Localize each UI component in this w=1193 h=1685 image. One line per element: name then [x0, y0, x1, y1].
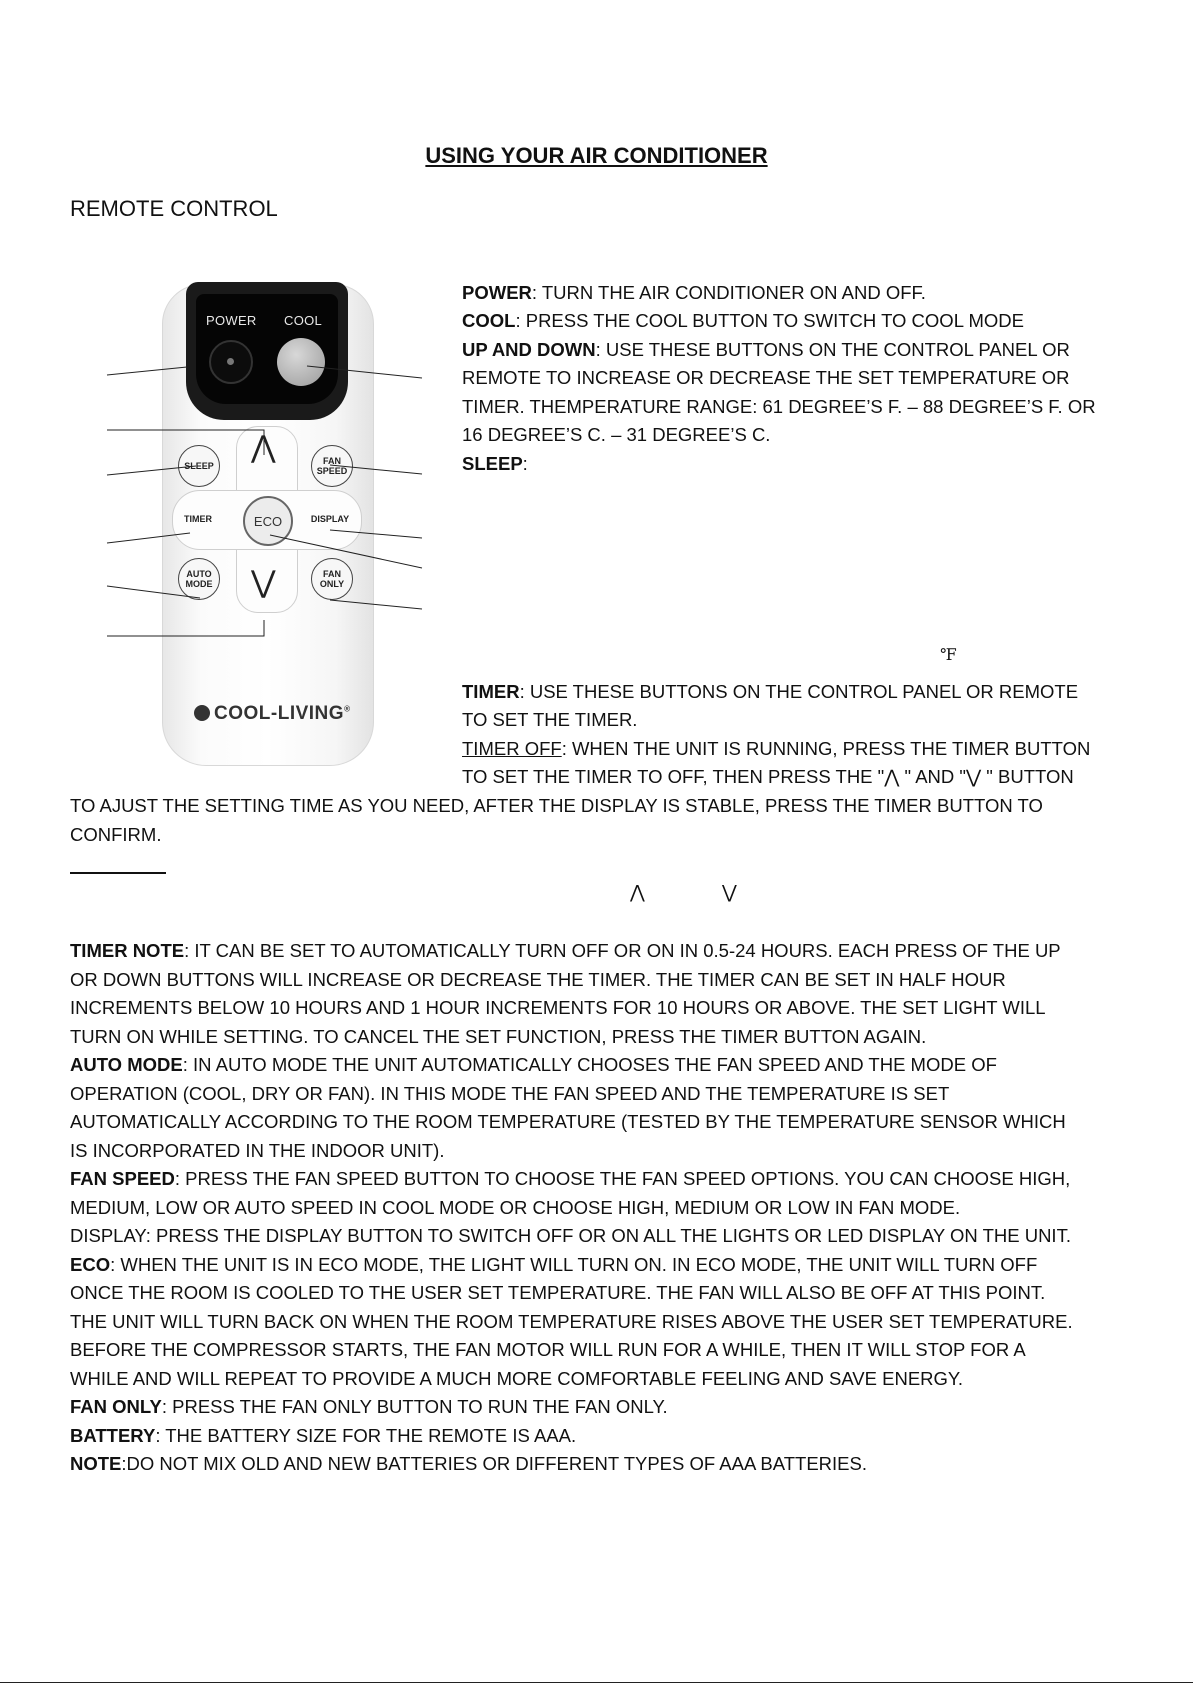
callout-line-sleep — [107, 466, 196, 475]
stray-down-symbol: ⋁ — [722, 882, 737, 903]
auto-mode-text-3: AUTOMATICALLY ACCORDING TO THE ROOM TEMPERATURE (TESTED BY THE TEMPERATURE SENSOR WHICH — [70, 1111, 1066, 1132]
timer-button[interactable]: TIMER — [184, 514, 212, 524]
cool-term: COOL — [462, 310, 516, 331]
fan-only-description — [70, 1393, 668, 1422]
cool-description — [462, 307, 1024, 336]
eco-text-4: BEFORE THE COMPRESSOR STARTS, THE FAN MOTOR WILL RUN FOR A WHILE, THEN IT WILL STOP FOR A — [70, 1339, 1026, 1360]
brand-name: COOL-LIVING — [214, 703, 345, 724]
timer-off-text-4: CONFIRM. — [70, 824, 162, 845]
sleep-button[interactable]: SLEEP — [178, 445, 220, 487]
callout-line-up — [107, 430, 264, 455]
updown-term: UP AND DOWN — [462, 339, 596, 360]
timer-off-description — [462, 735, 1090, 764]
timer-note-text-3: INCREMENTS BELOW 10 HOURS AND 1 HOUR INCREMENTS FOR 10 HOURS OR ABOVE. THE SET LIGHT WILL — [70, 997, 1046, 1018]
updown-text-3: TIMER. THEMPERATURE RANGE: 61 DEGREE’S F. – 88 DEGREE’S F. OR — [462, 396, 1096, 417]
eco-text-2: ONCE THE ROOM IS COOLED TO THE USER SET TEMPERATURE. THE FAN WILL ALSO BE OFF AT THIS POINT. — [70, 1282, 1046, 1303]
eco-text-5: WHILE AND WILL REPEAT TO PROVIDE A MUCH MORE COMFORTABLE FEELING AND SAVE ENERGY. — [70, 1368, 964, 1389]
updown-text-1: : USE THESE BUTTONS ON THE CONTROL PANEL OR — [595, 339, 1070, 360]
callout-line-auto-mode — [107, 586, 200, 598]
note-term: NOTE — [70, 1453, 122, 1474]
display-button[interactable]: DISPLAY — [310, 514, 350, 524]
fan-only-text: : PRESS THE FAN ONLY BUTTON TO RUN THE FAN ONLY. — [161, 1396, 668, 1417]
fan-speed-term: FAN SPEED — [70, 1168, 175, 1189]
updown-text-2: REMOTE TO INCREASE OR DECREASE THE SET TEMPERATURE OR — [462, 367, 1070, 388]
battery-term: BATTERY — [70, 1425, 156, 1446]
stray-up-symbol: ⋀ — [630, 882, 645, 903]
callout-line-fan-only — [330, 600, 422, 609]
timer-text-2: TO SET THE TIMER. — [462, 709, 638, 730]
timer-off-text-1: : WHEN THE UNIT IS RUNNING, PRESS THE TIMER BUTTON — [561, 738, 1091, 759]
sleep-term: SLEEP — [462, 453, 523, 474]
auto-mode-text-2: OPERATION (COOL, DRY OR FAN). IN THIS MODE THE FAN SPEED AND THE TEMPERATURE IS SET — [70, 1083, 950, 1104]
section-heading: REMOTE CONTROL — [70, 196, 278, 221]
timer-off-text-3: TO AJUST THE SETTING TIME AS YOU NEED, AFTER THE DISPLAY IS STABLE, PRESS THE TIMER BUTTON TO — [70, 795, 1043, 816]
power-label: POWER — [206, 313, 257, 328]
sleep-text: : — [522, 453, 528, 474]
eco-description — [70, 1251, 1037, 1280]
note-description — [70, 1450, 867, 1479]
updown-text-4: 16 DEGREE’S C. – 31 DEGREE’S C. — [462, 424, 771, 445]
auto-mode-description — [70, 1051, 997, 1080]
timer-term: TIMER — [462, 681, 520, 702]
auto-mode-text-1: : IN AUTO MODE THE UNIT AUTOMATICALLY CHOOSES THE FAN SPEED AND THE MODE OF — [182, 1054, 997, 1075]
timer-note-text-4: TURN ON WHILE SETTING. TO CANCEL THE SET FUNCTION, PRESS THE TIMER BUTTON AGAIN. — [70, 1026, 927, 1047]
fan-speed-description — [70, 1165, 1070, 1194]
eco-text-3: THE UNIT WILL TURN BACK ON WHEN THE ROOM TEMPERATURE RISES ABOVE THE USER SET TEMPERATURE. — [70, 1311, 1073, 1332]
callout-line-eco — [270, 535, 422, 568]
display-description: DISPLAY: PRESS THE DISPLAY BUTTON TO SWITCH OFF OR ON ALL THE LIGHTS OR LED DISPLAY ON THE UNIT. — [70, 1225, 1071, 1246]
up-arrow-button[interactable]: ⋀ — [251, 430, 276, 465]
timer-note-text-1: : IT CAN BE SET TO AUTOMATICALLY TURN OFF OR ON IN 0.5-24 HOURS. EACH PRESS OF THE UP — [184, 940, 1061, 961]
cool-text: : PRESS THE COOL BUTTON TO SWITCH TO COOL MODE — [515, 310, 1024, 331]
fahrenheit-symbol: ℉ — [940, 645, 957, 664]
eco-text-1: : WHEN THE UNIT IS IN ECO MODE, THE LIGHT WILL TURN ON. IN ECO MODE, THE UNIT WILL TURN OFF — [110, 1254, 1038, 1275]
down-arrow-button[interactable]: ⋁ — [251, 565, 276, 600]
battery-text: : THE BATTERY SIZE FOR THE REMOTE IS AAA. — [155, 1425, 577, 1446]
note-text: :DO NOT MIX OLD AND NEW BATTERIES OR DIFFERENT TYPES OF AAA BATTERIES. — [121, 1453, 868, 1474]
fan-speed-text-1: : PRESS THE FAN SPEED BUTTON TO CHOOSE THE FAN SPEED OPTIONS. YOU CAN CHOOSE HIGH, — [174, 1168, 1071, 1189]
auto-mode-button[interactable]: AUTO MODE — [178, 558, 220, 600]
fan-only-button[interactable]: FAN ONLY — [311, 558, 353, 600]
timer-note-text-2: OR DOWN BUTTONS WILL INCREASE OR DECREASE THE TIMER. THE TIMER CAN BE SET IN HALF HOUR — [70, 969, 1006, 990]
callout-line-cool — [307, 366, 422, 378]
page-title: USING YOUR AIR CONDITIONER — [425, 143, 768, 168]
trademark-mark: ® — [344, 704, 351, 714]
updown-description — [462, 336, 1070, 365]
battery-description — [70, 1422, 576, 1451]
fan-only-term: FAN ONLY — [70, 1396, 162, 1417]
power-term: POWER — [462, 282, 532, 303]
eco-button[interactable]: ECO — [243, 496, 293, 546]
timer-note-term: TIMER NOTE — [70, 940, 185, 961]
timer-note-description — [70, 937, 1061, 966]
short-divider — [70, 872, 166, 874]
auto-mode-term: AUTO MODE — [70, 1054, 183, 1075]
fan-speed-button[interactable]: FAN SPEED — [311, 445, 353, 487]
callout-line-power — [107, 367, 187, 375]
callout-line-display — [330, 530, 422, 538]
fan-speed-text-2: MEDIUM, LOW OR AUTO SPEED IN COOL MODE OR CHOOSE HIGH, MEDIUM OR LOW IN FAN MODE. — [70, 1197, 961, 1218]
cool-label: COOL — [284, 313, 323, 328]
timer-description — [462, 678, 1078, 707]
power-text: : TURN THE AIR CONDITIONER ON AND OFF. — [531, 282, 926, 303]
eco-term: ECO — [70, 1254, 111, 1275]
sleep-description — [462, 450, 528, 479]
callout-line-timer — [107, 533, 190, 543]
callout-line-fan-speed — [330, 465, 422, 474]
page-bottom-rule — [0, 1682, 1193, 1683]
power-description — [462, 279, 926, 308]
timer-off-term: TIMER OFF — [462, 738, 562, 759]
timer-text-1: : USE THESE BUTTONS ON THE CONTROL PANEL OR REMOTE — [519, 681, 1079, 702]
callout-line-down — [107, 620, 264, 636]
auto-mode-text-4: IS INCORPORATED IN THE INDOOR UNIT). — [70, 1140, 445, 1161]
timer-off-text-2: TO SET THE TIMER TO OFF, THEN PRESS THE "⋀ " AND "⋁ " BUTTON — [462, 766, 1074, 787]
